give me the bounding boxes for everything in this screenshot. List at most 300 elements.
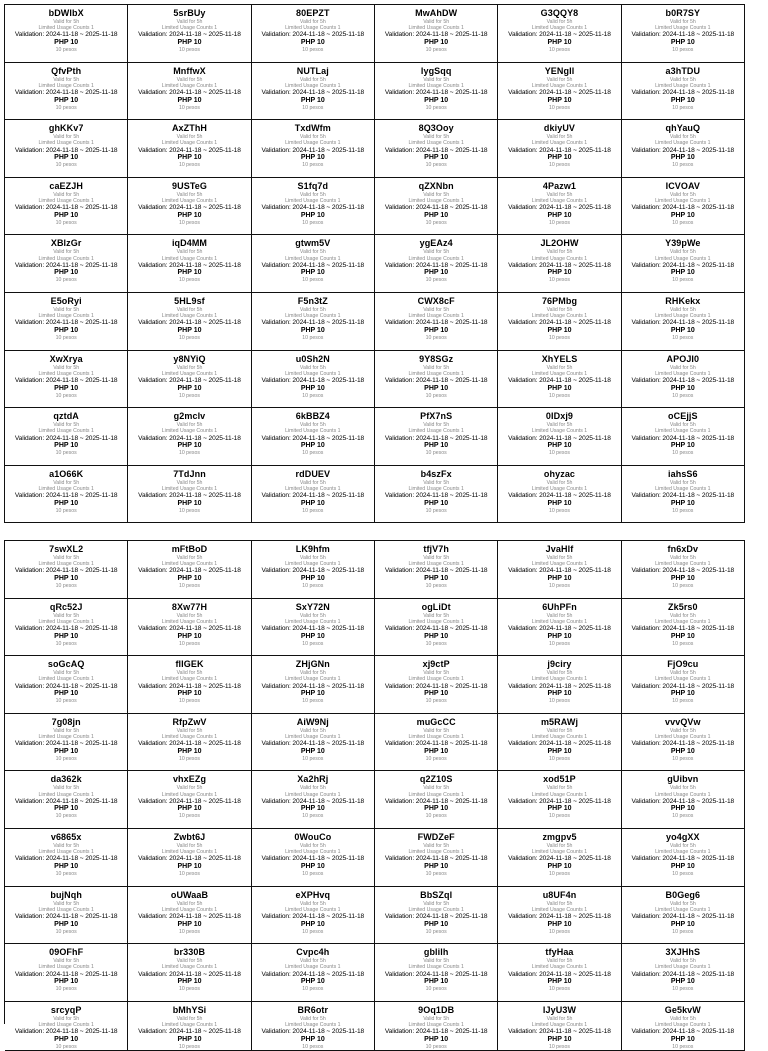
- validation-dates: Validation: 2024-11-18 ~ 2025-11-18: [14, 970, 118, 978]
- voucher-ticket: [128, 656, 251, 714]
- validation-dates: Validation: 2024-11-18 ~ 2025-11-18: [14, 740, 118, 748]
- valid-for-text: Valid for 5h: [176, 958, 203, 965]
- voucher-code: S1fq7d: [297, 180, 329, 191]
- voucher-code: v6865x: [50, 831, 82, 842]
- validation-dates: Validation: 2024-11-18 ~ 2025-11-18: [14, 567, 118, 575]
- price-label: PHP 10: [54, 211, 79, 219]
- price-label: PHP 10: [547, 920, 572, 928]
- pesos-text: 10 pesos: [548, 755, 571, 762]
- voucher-ticket: [252, 120, 375, 178]
- usage-limit-text: Limited Usage Counts 1: [38, 561, 94, 568]
- voucher-code: u8UF4n: [542, 889, 577, 900]
- pesos-text: 10 pesos: [302, 1043, 324, 1050]
- validation-dates: Validation: 2024-11-18 ~ 2025-11-18: [261, 625, 365, 632]
- pesos-text: 10 pesos: [548, 813, 571, 820]
- voucher-code: 4Pazw1: [542, 180, 577, 191]
- voucher-code: 6UhPFn: [542, 601, 577, 612]
- voucher-code: rdDUEV: [295, 468, 331, 479]
- voucher-ticket: [5, 771, 128, 829]
- valid-for-text: Valid for 5h: [176, 134, 203, 141]
- validation-dates: Validation: 2024-11-18 ~ 2025-11-18: [384, 146, 488, 154]
- voucher-ticket: [375, 178, 498, 236]
- valid-for-text: Valid for 5h: [669, 134, 696, 141]
- usage-limit-text: Limited Usage Counts 1: [531, 676, 588, 683]
- pesos-text: 10 pesos: [178, 507, 201, 514]
- price-label: PHP 10: [300, 690, 325, 698]
- validation-dates: Validation: 2024-11-18 ~ 2025-11-18: [14, 376, 118, 384]
- voucher-code: Y39pWe: [665, 238, 701, 249]
- price-label: PHP 10: [670, 269, 695, 277]
- voucher-code: 0WouCo: [294, 831, 332, 842]
- valid-for-text: Valid for 5h: [53, 555, 80, 561]
- pesos-text: 10 pesos: [178, 870, 201, 877]
- valid-for-text: Valid for 5h: [176, 900, 203, 907]
- voucher-ticket: [375, 120, 498, 178]
- voucher-ticket: [128, 714, 251, 772]
- voucher-ticket: [128, 887, 251, 945]
- usage-limit-text: Limited Usage Counts 1: [531, 1021, 588, 1028]
- price-label: PHP 10: [547, 384, 572, 392]
- valid-for-text: Valid for 5h: [423, 670, 450, 677]
- price-label: PHP 10: [177, 211, 202, 219]
- validation-dates: Validation: 2024-11-18 ~ 2025-11-18: [631, 204, 735, 212]
- usage-limit-text: Limited Usage Counts 1: [161, 791, 218, 798]
- pesos-text: 10 pesos: [548, 47, 571, 53]
- price-label: PHP 10: [54, 154, 79, 162]
- valid-for-text: Valid for 5h: [669, 76, 696, 83]
- voucher-ticket: [128, 541, 251, 599]
- valid-for-text: Valid for 5h: [546, 1015, 573, 1022]
- voucher-ticket: [498, 771, 621, 829]
- pesos-text: 10 pesos: [302, 104, 324, 111]
- price-label: PHP 10: [670, 747, 695, 755]
- price-label: PHP 10: [547, 747, 572, 755]
- usage-limit-text: Limited Usage Counts 1: [655, 140, 711, 147]
- usage-limit-text: Limited Usage Counts 1: [161, 618, 218, 625]
- pesos-text: 10 pesos: [178, 698, 201, 705]
- validation-dates: Validation: 2024-11-18 ~ 2025-11-18: [14, 625, 118, 632]
- validation-dates: Validation: 2024-11-18 ~ 2025-11-18: [138, 567, 241, 575]
- voucher-code: q2Z10S: [419, 774, 453, 785]
- price-label: PHP 10: [424, 862, 449, 870]
- voucher-code: 9Oq1DB: [418, 1004, 455, 1015]
- price-label: PHP 10: [54, 96, 79, 104]
- voucher-ticket: [5, 235, 128, 293]
- pesos-text: 10 pesos: [302, 219, 324, 226]
- voucher-ticket: [622, 63, 745, 121]
- voucher-code: 9USTeG: [172, 180, 207, 191]
- pesos-text: 10 pesos: [672, 583, 694, 589]
- voucher-ticket: [128, 599, 251, 657]
- usage-limit-text: Limited Usage Counts 1: [408, 82, 464, 89]
- price-label: PHP 10: [424, 442, 449, 450]
- price-label: PHP 10: [424, 747, 449, 755]
- validation-dates: Validation: 2024-11-18 ~ 2025-11-18: [384, 682, 488, 690]
- validation-dates: Validation: 2024-11-18 ~ 2025-11-18: [508, 855, 611, 863]
- voucher-ticket: [375, 656, 498, 714]
- price-label: PHP 10: [424, 154, 449, 162]
- valid-for-text: Valid for 5h: [669, 364, 696, 371]
- voucher-code: MwAhDW: [415, 8, 458, 18]
- validation-dates: Validation: 2024-11-18 ~ 2025-11-18: [261, 1028, 365, 1036]
- voucher-ticket: [128, 771, 251, 829]
- voucher-code: 5srBUy: [173, 8, 206, 18]
- price-label: PHP 10: [670, 384, 695, 392]
- validation-dates: Validation: 2024-11-18 ~ 2025-11-18: [14, 146, 118, 154]
- valid-for-text: Valid for 5h: [176, 612, 203, 619]
- price-label: PHP 10: [300, 920, 325, 928]
- valid-for-text: Valid for 5h: [669, 727, 696, 734]
- pesos-text: 10 pesos: [178, 47, 201, 53]
- usage-limit-text: Limited Usage Counts 1: [38, 370, 94, 377]
- voucher-ticket: [252, 63, 375, 121]
- pesos-text: 10 pesos: [302, 507, 324, 514]
- usage-limit-text: Limited Usage Counts 1: [38, 255, 94, 262]
- price-label: PHP 10: [54, 632, 79, 640]
- valid-for-text: Valid for 5h: [423, 191, 450, 198]
- usage-limit-text: Limited Usage Counts 1: [531, 906, 588, 913]
- valid-for-text: Valid for 5h: [299, 555, 326, 561]
- voucher-ticket: [5, 293, 128, 351]
- price-label: PHP 10: [54, 326, 79, 334]
- voucher-ticket: [622, 599, 745, 657]
- validation-dates: Validation: 2024-11-18 ~ 2025-11-18: [384, 567, 488, 575]
- validation-dates: Validation: 2024-11-18 ~ 2025-11-18: [508, 204, 611, 212]
- voucher-code: qhYauQ: [665, 123, 701, 134]
- voucher-code: lJyU3W: [542, 1004, 577, 1015]
- usage-limit-text: Limited Usage Counts 1: [38, 428, 94, 435]
- price-label: PHP 10: [670, 978, 695, 986]
- voucher-ticket: [622, 944, 745, 1002]
- voucher-code: bMhYSi: [172, 1004, 207, 1015]
- valid-for-text: Valid for 5h: [299, 900, 326, 907]
- voucher-code: 0IDxj9: [545, 411, 574, 422]
- usage-limit-text: Limited Usage Counts 1: [531, 197, 588, 204]
- voucher-code: yo4gXX: [666, 831, 700, 842]
- pesos-text: 10 pesos: [548, 334, 571, 341]
- usage-limit-text: Limited Usage Counts 1: [655, 428, 711, 435]
- usage-limit-text: Limited Usage Counts 1: [408, 791, 464, 798]
- voucher-code: JL2OHW: [540, 238, 579, 249]
- price-label: PHP 10: [177, 326, 202, 334]
- valid-for-text: Valid for 5h: [176, 364, 203, 371]
- valid-for-text: Valid for 5h: [423, 727, 450, 734]
- price-label: PHP 10: [670, 154, 695, 162]
- voucher-code: QfvPth: [51, 65, 82, 76]
- voucher-ticket: [252, 829, 375, 887]
- voucher-ticket: [498, 293, 621, 351]
- price-label: PHP 10: [670, 862, 695, 870]
- price-label: PHP 10: [177, 747, 202, 755]
- price-label: PHP 10: [54, 690, 79, 698]
- pesos-text: 10 pesos: [548, 1043, 571, 1050]
- usage-limit-text: Limited Usage Counts 1: [531, 428, 588, 435]
- price-label: PHP 10: [424, 575, 449, 582]
- price-label: PHP 10: [670, 96, 695, 104]
- usage-limit-text: Limited Usage Counts 1: [655, 370, 711, 377]
- pesos-text: 10 pesos: [55, 47, 77, 53]
- validation-dates: Validation: 2024-11-18 ~ 2025-11-18: [14, 319, 118, 327]
- voucher-ticket: [375, 829, 498, 887]
- valid-for-text: Valid for 5h: [546, 785, 573, 792]
- usage-limit-text: Limited Usage Counts 1: [408, 561, 464, 568]
- valid-for-text: Valid for 5h: [299, 191, 326, 198]
- validation-dates: Validation: 2024-11-18 ~ 2025-11-18: [508, 797, 611, 805]
- usage-limit-text: Limited Usage Counts 1: [285, 964, 341, 971]
- voucher-ticket: [252, 656, 375, 714]
- usage-limit-text: Limited Usage Counts 1: [285, 849, 341, 856]
- valid-for-text: Valid for 5h: [546, 479, 573, 486]
- price-label: PHP 10: [670, 575, 695, 582]
- pesos-text: 10 pesos: [425, 583, 447, 589]
- voucher-ticket: [5, 714, 128, 772]
- usage-limit-text: Limited Usage Counts 1: [161, 561, 218, 568]
- pesos-text: 10 pesos: [302, 583, 324, 589]
- usage-limit-text: Limited Usage Counts 1: [531, 255, 588, 262]
- voucher-ticket: [5, 944, 128, 1002]
- validation-dates: Validation: 2024-11-18 ~ 2025-11-18: [631, 31, 735, 39]
- voucher-ticket: [5, 1002, 128, 1051]
- voucher-sheet-1: [4, 4, 745, 523]
- pesos-text: 10 pesos: [548, 507, 571, 514]
- validation-dates: Validation: 2024-11-18 ~ 2025-11-18: [138, 740, 241, 748]
- usage-limit-text: Limited Usage Counts 1: [38, 313, 94, 320]
- valid-for-text: Valid for 5h: [53, 306, 80, 313]
- voucher-code: xj9ctP: [422, 659, 450, 670]
- valid-for-text: Valid for 5h: [423, 785, 450, 792]
- voucher-ticket: [498, 235, 621, 293]
- voucher-ticket: [498, 120, 621, 178]
- pesos-text: 10 pesos: [548, 583, 571, 589]
- voucher-ticket: [252, 408, 375, 466]
- valid-for-text: Valid for 5h: [423, 249, 450, 256]
- valid-for-text: Valid for 5h: [546, 422, 573, 429]
- valid-for-text: Valid for 5h: [53, 670, 80, 677]
- usage-limit-text: Limited Usage Counts 1: [38, 140, 94, 147]
- validation-dates: Validation: 2024-11-18 ~ 2025-11-18: [14, 492, 118, 500]
- usage-limit-text: Limited Usage Counts 1: [38, 849, 94, 856]
- validation-dates: Validation: 2024-11-18 ~ 2025-11-18: [138, 31, 241, 39]
- price-label: PHP 10: [300, 269, 325, 277]
- voucher-ticket: [498, 599, 621, 657]
- price-label: PHP 10: [424, 39, 449, 46]
- price-label: PHP 10: [300, 211, 325, 219]
- voucher-code: G3QQY8: [540, 8, 579, 18]
- usage-limit-text: Limited Usage Counts 1: [531, 485, 588, 492]
- validation-dates: Validation: 2024-11-18 ~ 2025-11-18: [508, 567, 611, 575]
- validation-dates: Validation: 2024-11-18 ~ 2025-11-18: [631, 89, 735, 96]
- voucher-code: Ge5kvW: [664, 1004, 701, 1015]
- validation-dates: Validation: 2024-11-18 ~ 2025-11-18: [138, 319, 241, 327]
- validation-dates: Validation: 2024-11-18 ~ 2025-11-18: [261, 261, 365, 269]
- voucher-code: F5n3tZ: [297, 295, 328, 306]
- usage-limit-text: Limited Usage Counts 1: [285, 561, 341, 568]
- validation-dates: Validation: 2024-11-18 ~ 2025-11-18: [261, 204, 365, 212]
- usage-limit-text: Limited Usage Counts 1: [285, 82, 341, 89]
- usage-limit-text: Limited Usage Counts 1: [285, 1021, 341, 1028]
- pesos-text: 10 pesos: [672, 813, 694, 820]
- price-label: PHP 10: [177, 96, 202, 104]
- pesos-text: 10 pesos: [302, 47, 324, 53]
- validation-dates: Validation: 2024-11-18 ~ 2025-11-18: [261, 89, 365, 96]
- usage-limit-text: Limited Usage Counts 1: [285, 733, 341, 740]
- pesos-text: 10 pesos: [55, 928, 77, 935]
- price-label: PHP 10: [670, 39, 695, 46]
- price-label: PHP 10: [547, 862, 572, 870]
- voucher-code: lygSqq: [420, 65, 452, 76]
- validation-dates: Validation: 2024-11-18 ~ 2025-11-18: [14, 855, 118, 863]
- usage-limit-text: Limited Usage Counts 1: [655, 485, 711, 492]
- usage-limit-text: Limited Usage Counts 1: [655, 676, 711, 683]
- usage-limit-text: Limited Usage Counts 1: [161, 428, 218, 435]
- usage-limit-text: Limited Usage Counts 1: [531, 791, 588, 798]
- voucher-code: NUTLaj: [296, 65, 329, 76]
- voucher-code: Zwbt6J: [173, 831, 206, 842]
- pesos-text: 10 pesos: [425, 507, 447, 514]
- price-label: PHP 10: [424, 1035, 449, 1043]
- price-label: PHP 10: [177, 39, 202, 46]
- voucher-ticket: [622, 120, 745, 178]
- pesos-text: 10 pesos: [178, 813, 201, 820]
- usage-limit-text: Limited Usage Counts 1: [531, 849, 588, 856]
- pesos-text: 10 pesos: [302, 450, 324, 457]
- voucher-ticket: [375, 1002, 498, 1051]
- validation-dates: Validation: 2024-11-18 ~ 2025-11-18: [508, 146, 611, 154]
- pesos-text: 10 pesos: [425, 450, 447, 457]
- validation-dates: Validation: 2024-11-18 ~ 2025-11-18: [384, 912, 488, 920]
- voucher-ticket: [252, 466, 375, 524]
- voucher-ticket: [498, 887, 621, 945]
- usage-limit-text: Limited Usage Counts 1: [161, 964, 218, 971]
- valid-for-text: Valid for 5h: [53, 612, 80, 619]
- validation-dates: Validation: 2024-11-18 ~ 2025-11-18: [631, 855, 735, 863]
- pesos-text: 10 pesos: [55, 986, 77, 993]
- price-label: PHP 10: [424, 326, 449, 334]
- usage-limit-text: Limited Usage Counts 1: [531, 370, 588, 377]
- valid-for-text: Valid for 5h: [669, 479, 696, 486]
- valid-for-text: Valid for 5h: [176, 479, 203, 486]
- voucher-code: iahsS6: [668, 468, 698, 479]
- validation-dates: Validation: 2024-11-18 ~ 2025-11-18: [508, 625, 611, 632]
- voucher-code: bujNqh: [50, 889, 82, 900]
- valid-for-text: Valid for 5h: [423, 842, 450, 849]
- voucher-code: 7TdJnn: [173, 468, 206, 479]
- voucher-ticket: [498, 466, 621, 524]
- pesos-text: 10 pesos: [178, 450, 201, 457]
- voucher-code: JvaHlf: [545, 544, 574, 554]
- price-label: PHP 10: [300, 862, 325, 870]
- valid-for-text: Valid for 5h: [53, 842, 80, 849]
- validation-dates: Validation: 2024-11-18 ~ 2025-11-18: [508, 319, 611, 327]
- usage-limit-text: Limited Usage Counts 1: [408, 197, 464, 204]
- usage-limit-text: Limited Usage Counts 1: [655, 906, 711, 913]
- price-label: PHP 10: [177, 499, 202, 507]
- validation-dates: Validation: 2024-11-18 ~ 2025-11-18: [14, 797, 118, 805]
- voucher-code: m5RAWj: [540, 716, 579, 727]
- voucher-ticket: [622, 829, 745, 887]
- price-label: PHP 10: [300, 978, 325, 986]
- voucher-code: ohyzac: [543, 468, 576, 479]
- validation-dates: Validation: 2024-11-18 ~ 2025-11-18: [631, 1028, 735, 1036]
- pesos-text: 10 pesos: [55, 219, 77, 226]
- usage-limit-text: Limited Usage Counts 1: [531, 733, 588, 740]
- voucher-code: gblilh: [423, 947, 449, 958]
- price-label: PHP 10: [424, 920, 449, 928]
- validation-dates: Validation: 2024-11-18 ~ 2025-11-18: [631, 625, 735, 632]
- valid-for-text: Valid for 5h: [299, 670, 326, 677]
- usage-limit-text: Limited Usage Counts 1: [161, 1021, 218, 1028]
- validation-dates: Validation: 2024-11-18 ~ 2025-11-18: [508, 682, 611, 690]
- price-label: PHP 10: [300, 747, 325, 755]
- validation-dates: Validation: 2024-11-18 ~ 2025-11-18: [631, 434, 735, 442]
- usage-limit-text: Limited Usage Counts 1: [285, 25, 341, 32]
- voucher-code: BR6otr: [297, 1004, 329, 1015]
- usage-limit-text: Limited Usage Counts 1: [408, 428, 464, 435]
- price-label: PHP 10: [547, 442, 572, 450]
- pesos-text: 10 pesos: [425, 813, 447, 820]
- usage-limit-text: Limited Usage Counts 1: [655, 618, 711, 625]
- valid-for-text: Valid for 5h: [299, 479, 326, 486]
- validation-dates: Validation: 2024-11-18 ~ 2025-11-18: [384, 1028, 488, 1036]
- price-label: PHP 10: [424, 96, 449, 104]
- voucher-ticket: [128, 293, 251, 351]
- pesos-text: 10 pesos: [672, 104, 694, 111]
- price-label: PHP 10: [547, 211, 572, 219]
- pesos-text: 10 pesos: [425, 47, 447, 53]
- pesos-text: 10 pesos: [55, 583, 77, 589]
- validation-dates: Validation: 2024-11-18 ~ 2025-11-18: [138, 970, 241, 978]
- voucher-code: BbSZql: [420, 889, 453, 900]
- validation-dates: Validation: 2024-11-18 ~ 2025-11-18: [384, 319, 488, 327]
- usage-limit-text: Limited Usage Counts 1: [531, 140, 588, 147]
- pesos-text: 10 pesos: [55, 334, 77, 341]
- price-label: PHP 10: [670, 211, 695, 219]
- voucher-ticket: [5, 541, 128, 599]
- voucher-ticket: [252, 5, 375, 63]
- valid-for-text: Valid for 5h: [53, 479, 80, 486]
- voucher-ticket: [128, 829, 251, 887]
- price-label: PHP 10: [424, 384, 449, 392]
- voucher-ticket: [252, 771, 375, 829]
- usage-limit-text: Limited Usage Counts 1: [655, 313, 711, 320]
- valid-for-text: Valid for 5h: [299, 19, 326, 25]
- usage-limit-text: Limited Usage Counts 1: [161, 485, 218, 492]
- pesos-text: 10 pesos: [548, 392, 571, 399]
- price-label: PHP 10: [54, 805, 79, 813]
- price-label: PHP 10: [670, 805, 695, 813]
- usage-limit-text: Limited Usage Counts 1: [161, 140, 218, 147]
- voucher-ticket: [5, 466, 128, 524]
- validation-dates: Validation: 2024-11-18 ~ 2025-11-18: [508, 912, 611, 920]
- usage-limit-text: Limited Usage Counts 1: [408, 964, 464, 971]
- price-label: PHP 10: [547, 499, 572, 507]
- validation-dates: Validation: 2024-11-18 ~ 2025-11-18: [14, 912, 118, 920]
- price-label: PHP 10: [54, 499, 79, 507]
- valid-for-text: Valid for 5h: [669, 191, 696, 198]
- valid-for-text: Valid for 5h: [53, 134, 80, 141]
- valid-for-text: Valid for 5h: [299, 1015, 326, 1022]
- validation-dates: Validation: 2024-11-18 ~ 2025-11-18: [384, 376, 488, 384]
- price-label: PHP 10: [54, 575, 79, 582]
- validation-dates: Validation: 2024-11-18 ~ 2025-11-18: [384, 204, 488, 212]
- price-label: PHP 10: [54, 1035, 79, 1043]
- voucher-ticket: [252, 178, 375, 236]
- price-label: PHP 10: [177, 690, 202, 698]
- valid-for-text: Valid for 5h: [299, 422, 326, 429]
- voucher-code: g2mclv: [173, 411, 206, 422]
- pesos-text: 10 pesos: [302, 392, 324, 399]
- usage-limit-text: Limited Usage Counts 1: [408, 25, 464, 32]
